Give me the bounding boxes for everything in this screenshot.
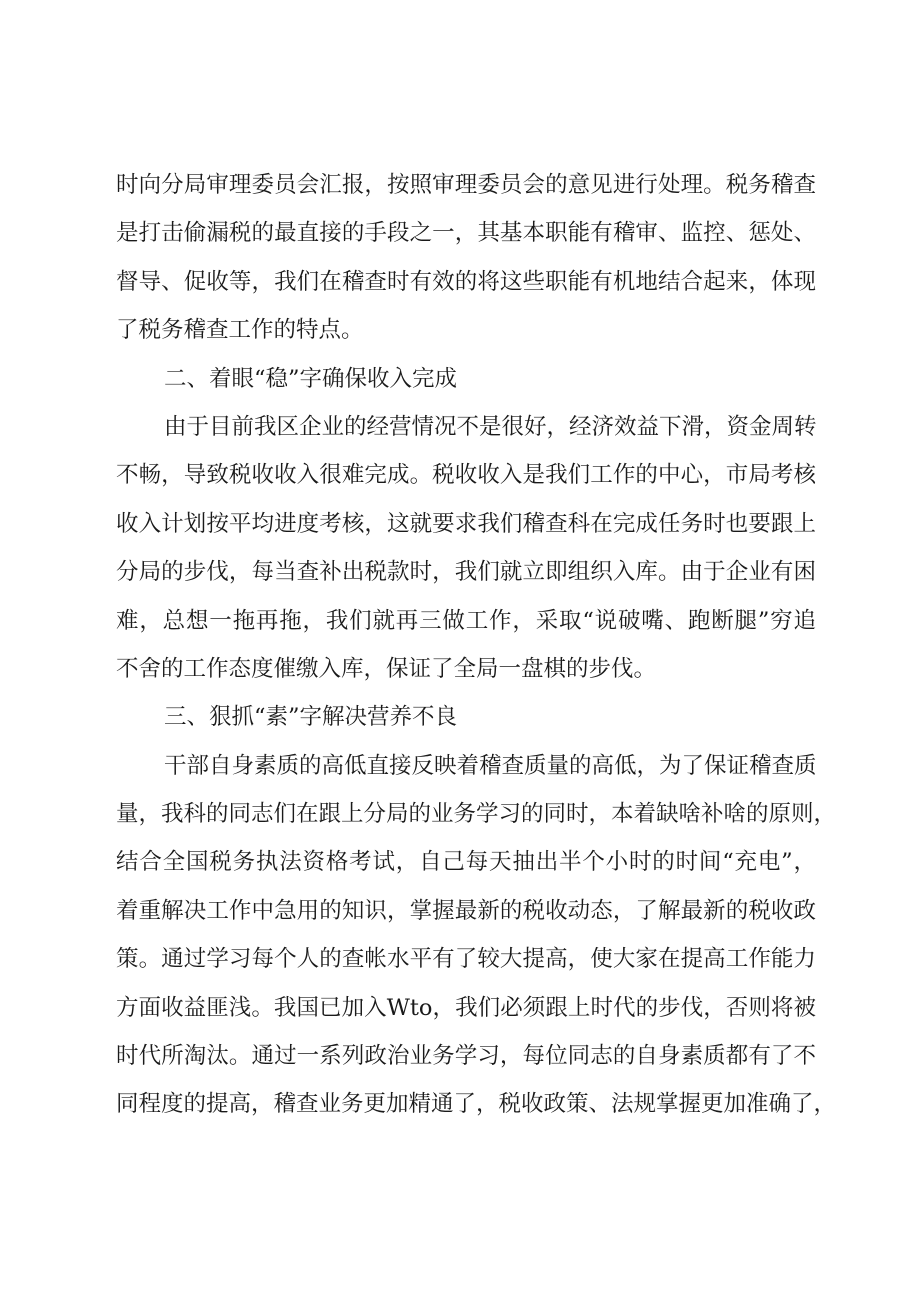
text-line: 策。通过学习每个人的查帐水平有了较大提高，使大家在提高工作能力 [116, 946, 816, 973]
text-line: 方面收益匪浅。我国已加入Wto，我们必须跟上时代的步伐，否则将被 [116, 994, 816, 1021]
text-line: 干部自身素质的高低直接反映着稽查质量的高低，为了保证稽查质 [164, 752, 817, 779]
section-heading-3 [116, 693, 816, 741]
text-line: 了税务稽查工作的特点。 [116, 317, 364, 344]
text-line: 同程度的提高，稽查业务更加精通了，税收政策、法规掌握更加准确了， [116, 1091, 837, 1118]
text-line: 不畅，导致税收收入很难完成。税收收入是我们工作的中心，市局考核 [116, 462, 816, 489]
paragraph-income [116, 403, 816, 693]
text-line: 收入计划按平均进度考核，这就要求我们稽查科在完成任务时也要跟上 [116, 510, 816, 537]
text-line: 着重解决工作中急用的知识，掌握最新的税收动态，了解最新的税收政 [116, 897, 816, 924]
text-line: 时代所淘汰。通过一系列政治业务学习，每位同志的自身素质都有了不 [116, 1043, 816, 1070]
paragraph-continuation [116, 161, 816, 355]
text-line: 量，我科的同志们在跟上分局的业务学习的同时，本着缺啥补啥的原则， [116, 801, 837, 828]
heading-line: 二、着眼“稳”字确保收入完成 [164, 365, 458, 392]
text-line: 由于目前我区企业的经营情况不是很好，经济效益下滑，资金周转 [164, 413, 817, 440]
text-line: 督导、促收等，我们在稽查时有效的将这些职能有机地结合起来，体现 [116, 268, 816, 295]
text-line: 分局的步伐，每当查补出税款时，我们就立即组织入库。由于企业有困 [116, 559, 816, 586]
text-line: 结合全国税务执法资格考试，自己每天抽出半个小时的时间“充电”， [116, 849, 816, 876]
section-heading-2 [116, 355, 816, 403]
text-line: 难，总想一拖再拖，我们就再三做工作，采取“说破嘴、跑断腿”穷追 [116, 607, 816, 634]
heading-line: 三、狠抓“素”字解决营养不良 [164, 704, 458, 731]
text-line: 不舍的工作态度催缴入库，保证了全局一盘棋的步伐。 [116, 655, 657, 682]
text-line: 是打击偷漏税的最直接的手段之一，其基本职能有稽审、监控、惩处、 [116, 220, 816, 247]
document-body [116, 161, 837, 1129]
paragraph-quality [116, 742, 837, 1129]
text-line: 时向分局审理委员会汇报，按照审理委员会的意见进行处理。税务稽查 [116, 172, 816, 198]
